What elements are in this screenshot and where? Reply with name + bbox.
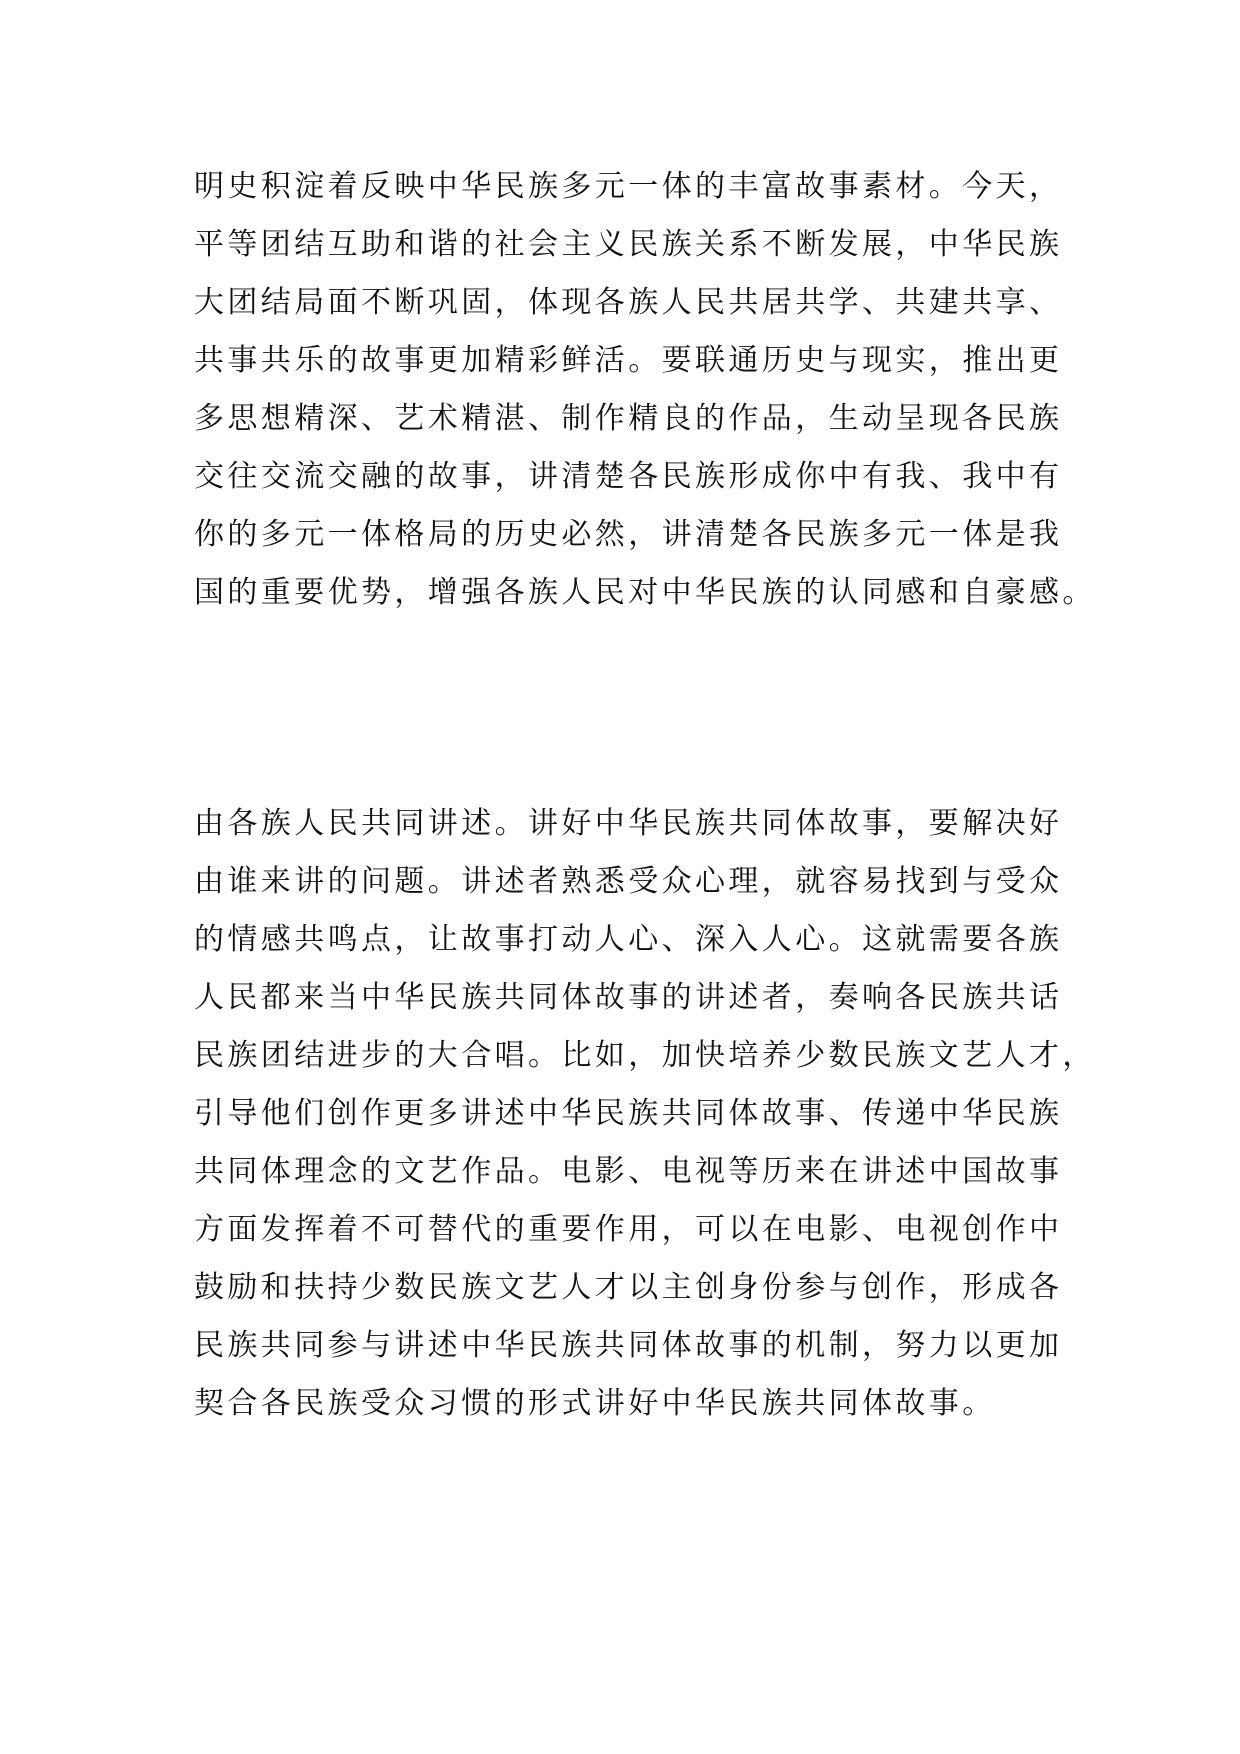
paragraph-line: 契合各民族受众习惯的形式讲好中华民族共同体故事。 <box>194 1386 996 1421</box>
paragraph-line: 人民都来当中华民族共同体故事的讲述者，奏响各民族共话 <box>194 980 1063 1015</box>
paragraph-1 <box>194 158 1096 622</box>
paragraph-line: 引导他们创作更多讲述中华民族共同体故事、传递中华民族 <box>194 1096 1063 1131</box>
paragraph-line: 平等团结互助和谐的社会主义民族关系不断发展，中华民族 <box>194 227 1063 262</box>
paragraph-line: 方面发挥着不可替代的重要作用，可以在电影、电视创作中 <box>194 1212 1063 1247</box>
paragraph-2 <box>194 795 1096 1433</box>
paragraph-line: 共同体理念的文艺作品。电影、电视等历来在讲述中国故事 <box>194 1154 1063 1189</box>
paragraph-line: 由谁来讲的问题。讲述者熟悉受众心理，就容易找到与受众 <box>194 864 1063 899</box>
paragraph-line: 大团结局面不断巩固，体现各族人民共居共学、共建共享、 <box>194 285 1063 320</box>
paragraph-line: 由各族人民共同讲述。讲好中华民族共同体故事，要解决好 <box>194 806 1063 841</box>
paragraph-line: 你的多元一体格局的历史必然，讲清楚各民族多元一体是我 <box>194 517 1063 552</box>
paragraph-line: 民族共同参与讲述中华民族共同体故事的机制，努力以更加 <box>194 1328 1063 1363</box>
paragraph-line: 民族团结进步的大合唱。比如，加快培养少数民族文艺人才， <box>194 1038 1096 1073</box>
paragraph-line: 明史积淀着反映中华民族多元一体的丰富故事素材。今天， <box>194 169 1063 204</box>
paragraph-line: 共事共乐的故事更加精彩鲜活。要联通历史与现实，推出更 <box>194 343 1063 378</box>
paragraph-line: 的情感共鸣点，让故事打动人心、深入人心。这就需要各族 <box>194 922 1063 957</box>
paragraph-line: 鼓励和扶持少数民族文艺人才以主创身份参与创作，形成各 <box>194 1270 1063 1305</box>
paragraph-line: 交往交流交融的故事，讲清楚各民族形成你中有我、我中有 <box>194 459 1063 494</box>
paragraph-line: 多思想精深、艺术精湛、制作精良的作品，生动呈现各民族 <box>194 401 1063 436</box>
paragraph-line: 国的重要优势，增强各族人民对中华民族的认同感和自豪感。 <box>194 575 1096 610</box>
